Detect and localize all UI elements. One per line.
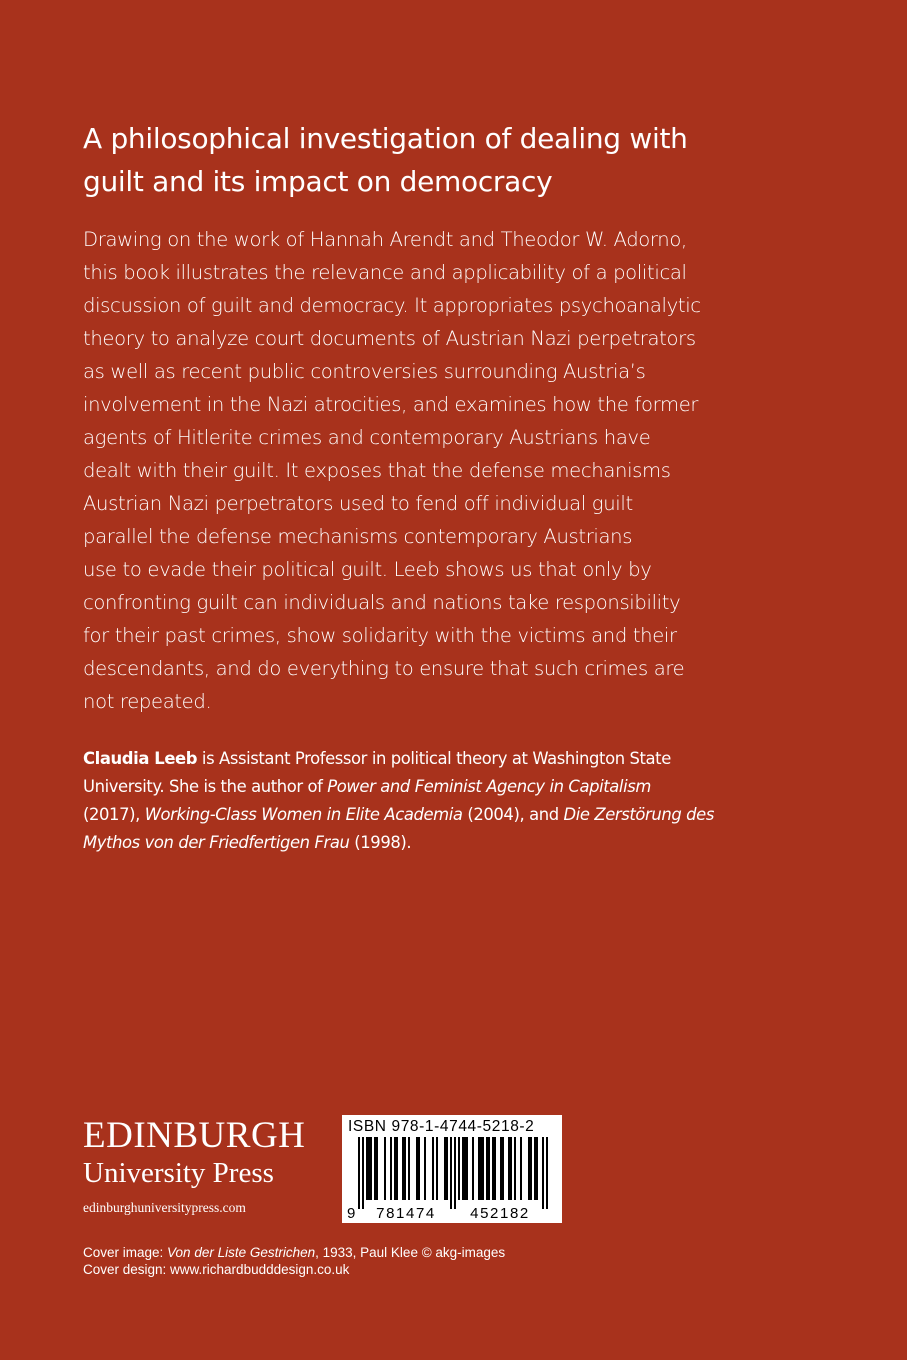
barcode-bar (462, 1137, 464, 1200)
barcode-bar (366, 1137, 368, 1200)
barcode-bar (408, 1137, 410, 1200)
barcode-bar (424, 1137, 426, 1200)
bio-text: University. She is the author of (83, 777, 328, 796)
author-name: Claudia Leeb (83, 749, 198, 768)
barcode-bar (464, 1137, 466, 1200)
barcode-bar (450, 1137, 452, 1209)
barcode-bar (502, 1137, 504, 1200)
barcode-bar (488, 1137, 490, 1200)
barcode-bar (444, 1137, 446, 1200)
headline-line-2: guilt and its impact on democracy (83, 165, 553, 198)
description-line: discussion of guilt and democracy. It appropriates psychoanalytic (83, 294, 701, 317)
bio-text: (2017), (83, 805, 145, 824)
description-line: Austrian Nazi perpetrators used to fend off individual guilt (83, 492, 633, 515)
barcode-bar (534, 1137, 536, 1200)
book-title: Working-Class Women in Elite Academia (144, 805, 463, 824)
barcode-bar (514, 1137, 516, 1200)
barcode-bar (482, 1137, 484, 1200)
barcode-bar (362, 1137, 364, 1209)
credit-rest: , 1933, Paul Klee © akg-images (315, 1245, 506, 1260)
bio-text: (1998). (349, 833, 412, 852)
barcode-digits: 452182 (470, 1205, 530, 1221)
bio-text: (2004), and (462, 805, 564, 824)
cover-credits (83, 1244, 783, 1278)
barcode-bar (458, 1137, 460, 1200)
barcode-bar (436, 1137, 438, 1200)
cover-image-credit (83, 1244, 783, 1261)
headline (83, 117, 823, 203)
description-line: not repeated. (83, 690, 212, 713)
book-title: Die Zerstörung des (563, 805, 715, 824)
barcode-bar (500, 1137, 502, 1200)
barcode-bar (494, 1137, 496, 1200)
publisher-url: edinburghuniversitypress.com (83, 1200, 246, 1215)
barcode-bar (478, 1137, 480, 1200)
isbn-barcode-box (342, 1115, 562, 1223)
barcode-bar (370, 1137, 372, 1200)
barcode-bar (530, 1137, 532, 1200)
description-line: this book illustrates the relevance and applicability of a political (83, 261, 687, 284)
barcode-bar (404, 1137, 406, 1200)
description-line: theory to analyze court documents of Austrian Nazi perpetrators (83, 327, 696, 350)
barcode-bar (510, 1137, 512, 1200)
publisher-name-line-1: EDINBURGH (83, 1115, 306, 1156)
barcode-bar (396, 1137, 398, 1200)
cover-design-credit: Cover design: www.richardbudddesign.co.uk (83, 1262, 350, 1277)
barcode-bar (466, 1137, 468, 1200)
barcode-bar (394, 1137, 396, 1200)
bio-text: is Assistant Professor in political theory at Washington State (197, 749, 671, 768)
barcode-bar (432, 1137, 434, 1200)
barcode-bar (486, 1137, 488, 1200)
barcode-bar (374, 1137, 376, 1200)
barcode-bar (492, 1137, 494, 1200)
description-line: involvement in the Nazi atrocities, and examines how the former (83, 393, 699, 416)
description-line: confronting guilt can individuals and nations take responsibility (83, 591, 681, 614)
artwork-title: Von der Liste Gestrichen (167, 1245, 316, 1260)
barcode-bar (446, 1137, 448, 1200)
isbn-label: ISBN 978-1-4744-5218-2 (348, 1118, 535, 1135)
barcode-digits: 9 (347, 1205, 357, 1221)
barcode-bar (528, 1137, 530, 1200)
credit-prefix: Cover image: (83, 1245, 168, 1260)
author-bio (83, 745, 803, 857)
description-line: Drawing on the work of Hannah Arendt and Theodor W. Adorno, (83, 228, 687, 251)
barcode-bar (536, 1137, 538, 1200)
description-line: parallel the defense mechanisms contemporary Austrians (83, 525, 633, 548)
description-line: as well as recent public controversies surrounding Austria’s (83, 360, 646, 383)
book-title: Mythos von der Friedfertigen Frau (83, 833, 350, 852)
barcode-bar (384, 1137, 386, 1200)
barcode-bar (472, 1137, 474, 1200)
description-line: agents of Hitlerite crimes and contemporary Austrians have (83, 426, 651, 449)
barcode-bar (480, 1137, 482, 1200)
barcode-bar (390, 1137, 392, 1200)
barcode-bar (376, 1137, 378, 1200)
barcode-digits: 781474 (376, 1205, 436, 1221)
barcode-bar (358, 1137, 360, 1209)
book-description (83, 223, 803, 718)
barcode-bar (418, 1137, 420, 1200)
barcode-bar (454, 1137, 456, 1209)
barcode-bar (402, 1137, 404, 1200)
barcode-bar (368, 1137, 370, 1200)
barcode-bar (542, 1137, 544, 1209)
description-line: dealt with their guilt. It exposes that the defense mechanisms (83, 459, 671, 482)
barcode-icon (346, 1137, 558, 1221)
barcode-bar (546, 1137, 548, 1209)
publisher-name-line-2: University Press (83, 1157, 274, 1189)
description-line: use to evade their political guilt. Leeb shows us that only by (83, 558, 652, 581)
headline-line-1: A philosophical investigation of dealing with (83, 122, 688, 155)
barcode-bar (520, 1137, 522, 1200)
description-line: descendants, and do everything to ensure that such crimes are (83, 657, 685, 680)
barcode-bar (508, 1137, 510, 1200)
publisher-logo (83, 1117, 328, 1217)
barcode-bar (416, 1137, 418, 1200)
description-line: for their past crimes, show solidarity with the victims and their (83, 624, 677, 647)
book-title: Power and Feminist Agency in Capitalism (327, 777, 651, 796)
